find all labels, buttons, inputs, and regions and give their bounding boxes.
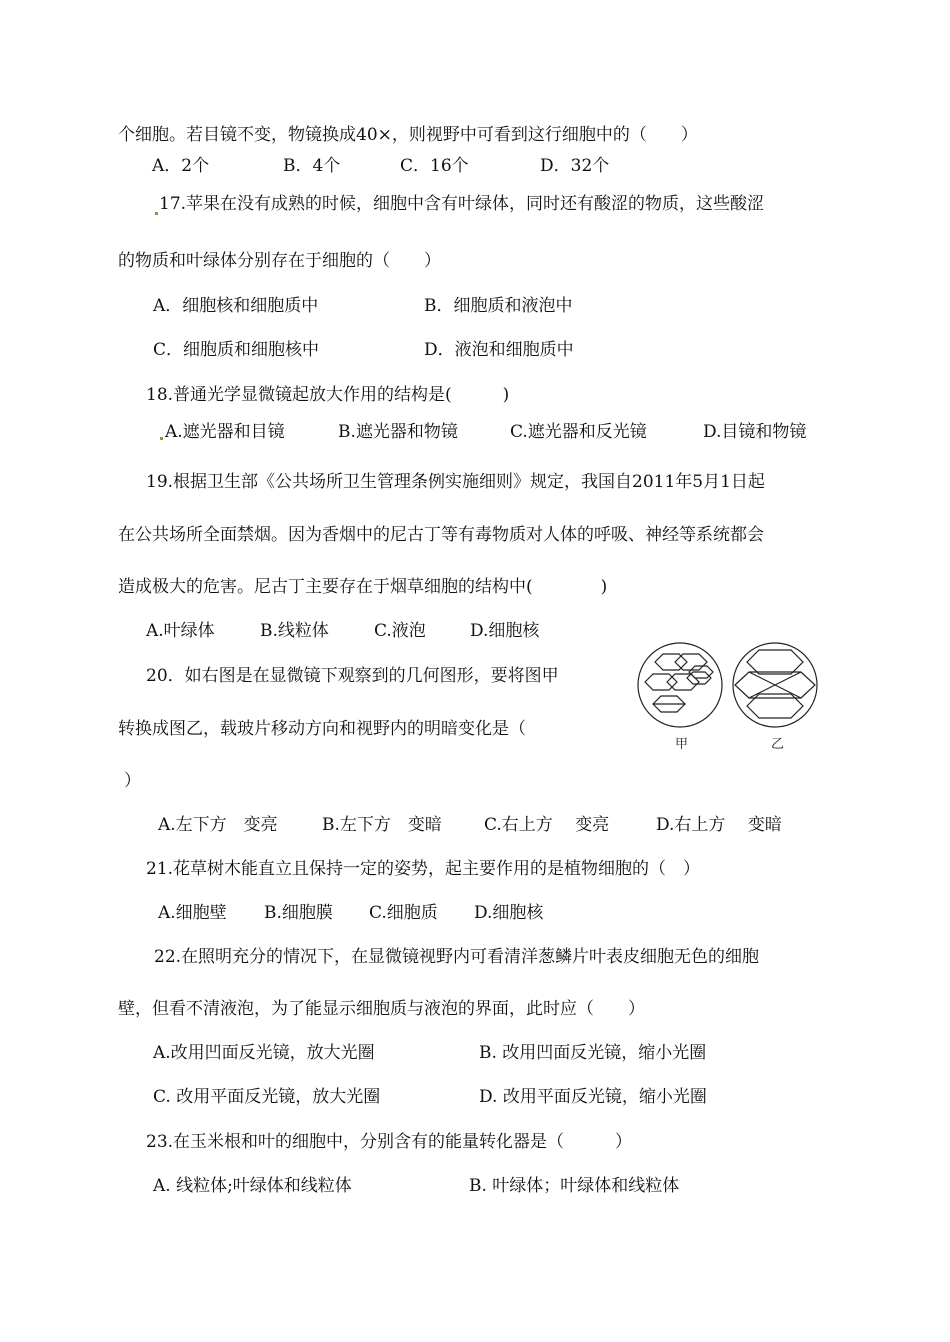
q17-option-d: D．液泡和细胞质中 xyxy=(424,340,574,360)
q19-option-d: D.细胞核 xyxy=(470,621,540,641)
microscope-views-diagram xyxy=(635,640,825,755)
q17-option-a: A．细胞核和细胞质中 xyxy=(153,296,319,316)
q21-option-b: B.细胞膜 xyxy=(264,903,333,923)
q23-option-a: A. 线粒体;叶绿体和线粒体 xyxy=(153,1176,352,1196)
q23-option-b: B. 叶绿体；叶绿体和线粒体 xyxy=(469,1176,680,1196)
q21-option-a: A.细胞壁 xyxy=(158,903,227,923)
q16-option-b: B．4个 xyxy=(283,156,341,176)
q16-stem-continuation: 个细胞。若目镜不变，物镜换成40×，则视野中可看到这行细胞中的（ ） xyxy=(118,125,698,145)
q16-option-d: D．32个 xyxy=(540,156,610,176)
q18-option-c: C.遮光器和反光镜 xyxy=(510,422,647,442)
q18-option-d: D.目镜和物镜 xyxy=(703,422,807,442)
q20-stem-line3: ） xyxy=(124,771,141,791)
q20-option-c: C.右上方 变亮 xyxy=(484,815,610,835)
view-yi xyxy=(733,643,817,727)
margin-mark xyxy=(160,437,163,440)
hexagon xyxy=(747,650,803,674)
q20-stem-line1: 20．如右图是在显微镜下观察到的几何图形，要将图甲 xyxy=(146,666,559,686)
q20-option-a: A.左下方 变亮 xyxy=(158,815,278,835)
view-jia xyxy=(638,643,722,727)
q19-stem-line3: 造成极大的危害。尼古丁主要存在于烟草细胞的结构中( ) xyxy=(118,577,608,597)
q17-option-b: B．细胞质和液泡中 xyxy=(424,296,573,316)
q21-option-c: C.细胞质 xyxy=(369,903,438,923)
q21-option-d: D.细胞核 xyxy=(474,903,544,923)
hexagon xyxy=(655,654,687,670)
q23-stem: 23.在玉米根和叶的细胞中，分别含有的能量转化器是（ ） xyxy=(146,1132,633,1152)
q17-stem-line2: 的物质和叶绿体分别存在于细胞的（ ） xyxy=(118,251,441,271)
q18-option-a: A.遮光器和目镜 xyxy=(165,422,285,442)
hexagon xyxy=(675,654,707,670)
q17-option-c: C．细胞质和细胞核中 xyxy=(153,340,320,360)
q22-option-a: A.改用凹面反光镜，放大光圈 xyxy=(153,1043,375,1063)
q18-stem: 18.普通光学显微镜起放大作用的结构是( ) xyxy=(146,385,510,405)
q22-option-c: C. 改用平面反光镜，放大光圈 xyxy=(153,1087,381,1107)
q20-option-d: D.右上方 变暗 xyxy=(656,815,782,835)
q19-option-a: A.叶绿体 xyxy=(146,621,215,641)
q22-stem-line2: 壁，但看不清液泡，为了能显示细胞质与液泡的界面，此时应（ ） xyxy=(118,999,645,1019)
q18-option-b: B.遮光器和物镜 xyxy=(338,422,458,442)
q19-stem-line2: 在公共场所全面禁烟。因为香烟中的尼古丁等有毒物质对人体的呼吸、神经等系统都会 xyxy=(118,525,764,545)
q16-option-c: C．16个 xyxy=(400,156,469,176)
fig-label-jia: 甲 xyxy=(675,737,689,752)
q19-stem-line1: 19.根据卫生部《公共场所卫生管理条例实施细则》规定，我国自2011年5月1日起 xyxy=(146,472,765,492)
q22-stem-line1: 22.在照明充分的情况下，在显微镜视野内可看清洋葱鳞片叶表皮细胞无色的细胞 xyxy=(154,947,760,967)
q20-option-b: B.左下方 变暗 xyxy=(322,815,442,835)
q19-option-c: C.液泡 xyxy=(374,621,426,641)
q19-option-b: B.线粒体 xyxy=(260,621,329,641)
q22-option-b: B. 改用凹面反光镜，缩小光圈 xyxy=(479,1043,707,1063)
q21-stem: 21.花草树木能直立且保持一定的姿势，起主要作用的是植物细胞的（ ） xyxy=(146,859,701,879)
q20-stem-line2: 转换成图乙，载玻片移动方向和视野内的明暗变化是（ xyxy=(118,719,526,739)
q22-option-d: D. 改用平面反光镜，缩小光圈 xyxy=(479,1087,707,1107)
q17-stem-line1: 17.苹果在没有成熟的时候，细胞中含有叶绿体，同时还有酸涩的物质，这些酸涩 xyxy=(159,194,765,214)
q16-option-a: A．2个 xyxy=(152,156,210,176)
microscope-figure xyxy=(635,640,825,755)
fig-label-yi: 乙 xyxy=(771,737,785,752)
margin-mark xyxy=(155,212,158,215)
